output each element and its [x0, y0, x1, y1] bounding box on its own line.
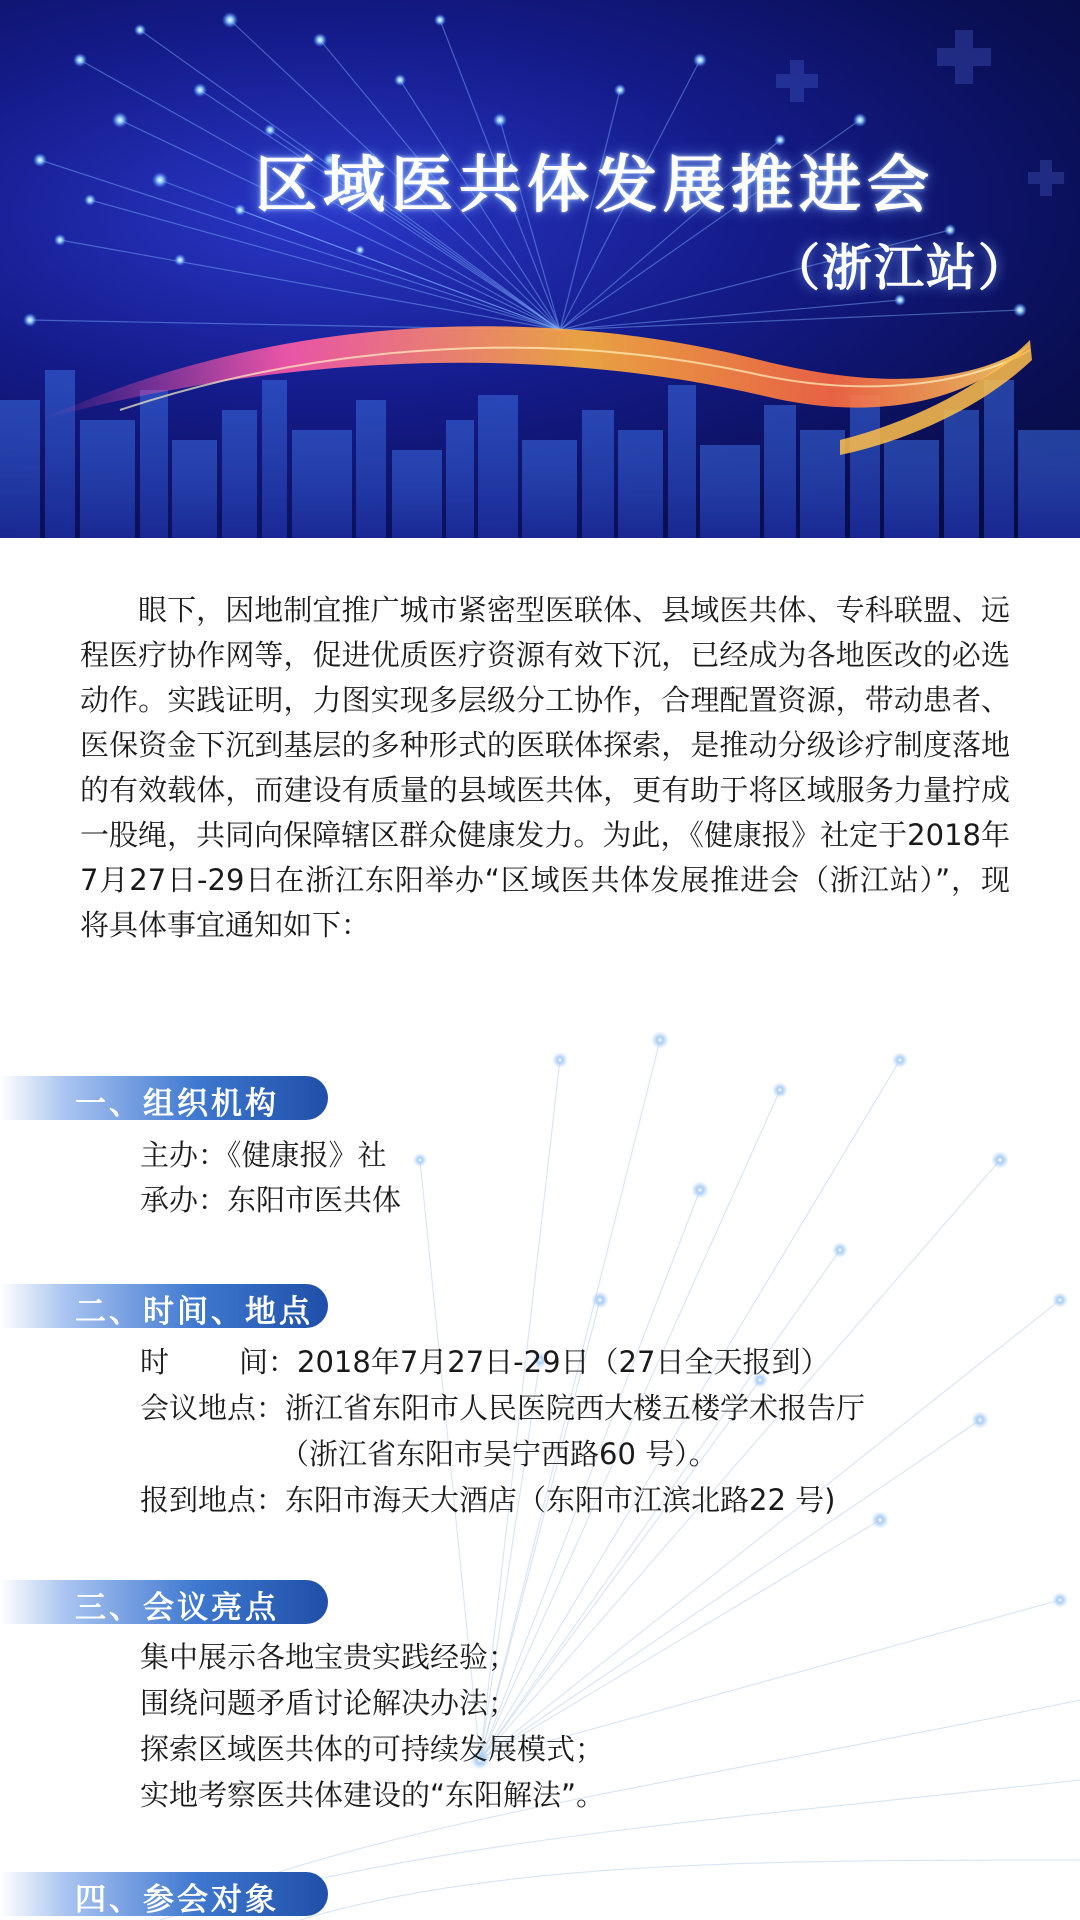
- section-title: 一、组织机构: [75, 1086, 279, 1122]
- header-banner: [0, 0, 1080, 538]
- banner-subtitle: （浙江站）: [770, 239, 1030, 297]
- org-host: 主办：《健康报》社: [140, 1138, 387, 1172]
- section-header-highlights: [0, 1580, 328, 1624]
- banner-title: 区域医共体发展推进会: [255, 148, 936, 221]
- venue-address: （浙江省东阳市吴宁西路60 号）。: [280, 1437, 718, 1471]
- org-organizer: 承办：东阳市医共体: [140, 1183, 402, 1217]
- section-title: 三、会议亮点: [75, 1590, 279, 1626]
- section-header-time-place: [0, 1284, 328, 1328]
- meeting-venue: 会议地点：浙江省东阳市人民医院西大楼五楼学术报告厅: [140, 1391, 866, 1425]
- checkin-place: 报到地点：东阳市海天大酒店（东阳市江滨北路22 号): [140, 1483, 836, 1517]
- meeting-time: [140, 1342, 829, 1382]
- highlight-item: 集中展示各地宝贵实践经验；: [140, 1640, 518, 1674]
- intro-paragraph: 眼下，因地制宜推广城市紧密型医联体、县域医共体、专科联盟、远程医疗协作网等，促进优质医疗资源有效下沉，已经成为各地医改的必选动作。实践证明，力图实现多层级分工协作，合理配置资源，带动患者、医保资金下沉到基层的多种形式的医联体探索，是推动分级诊疗制度落地的有效载体，而建设有质量的县域医共体，更有助于将区域服务力量拧成一股绳，共同向保障辖区群众健康发力。为此，《健康报》社定于2018年7月27日-29日在浙江东阳举办“区域医共体发展推进会（浙江站）”，现将具体事宜通知如下：: [80, 593, 1010, 942]
- section-title: 四、参会对象: [75, 1882, 279, 1918]
- time-value: 2018年7月27日-29日（27日全天报到）: [297, 1345, 830, 1379]
- section-title: 二、时间、地点: [75, 1294, 313, 1330]
- highlight-item: 围绕问题矛盾讨论解决办法；: [140, 1686, 518, 1720]
- section-header-org: [0, 1076, 328, 1120]
- time-label-a: 时: [140, 1345, 170, 1379]
- highlight-item: 探索区域医共体的可持续发展模式；: [140, 1732, 605, 1766]
- section-header-audience: [0, 1872, 328, 1916]
- time-label-b: 间：: [239, 1345, 298, 1379]
- highlight-item: 实地考察医共体建设的“东阳解法”。: [140, 1778, 606, 1812]
